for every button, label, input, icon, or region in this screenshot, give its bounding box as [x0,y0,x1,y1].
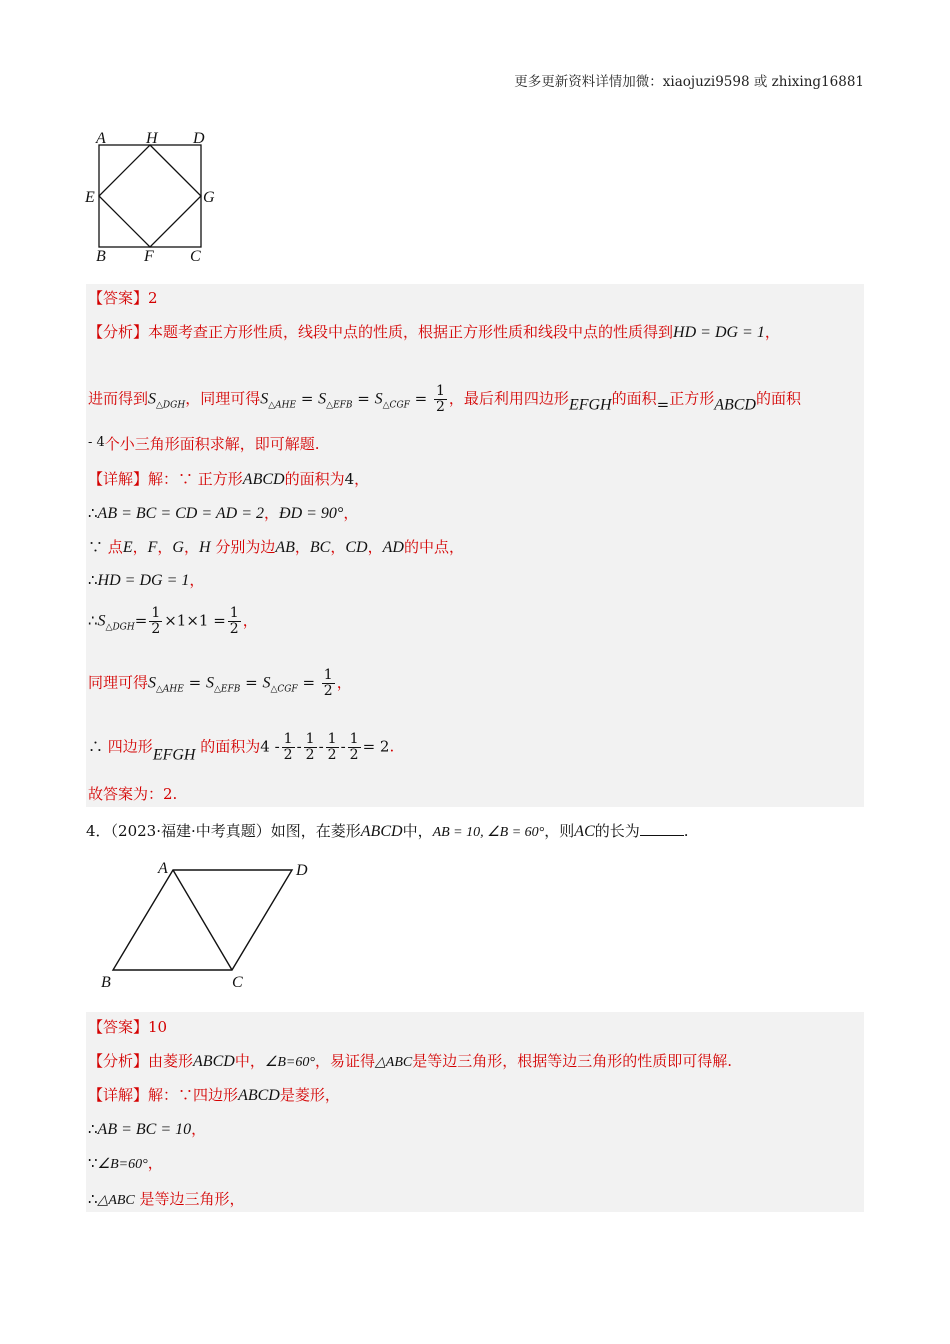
therefore: ∴ [88,1190,98,1208]
diagonal-ac [173,870,232,970]
detail-text: 的面积为 [284,470,345,488]
answer-tag: 【答案】 [88,289,149,307]
label-a: A [96,130,106,147]
fraction-half: $\frac{1}{2}$ [305,731,315,763]
detail-text: 同理可得 [88,673,149,692]
area-symbol: S [262,674,271,692]
analysis-tag: 【分析】 [88,1052,149,1070]
analysis-text: 的面积 [611,389,657,408]
analysis-line [88,1050,732,1074]
detail-text: 四边形 [107,737,153,756]
detail-line-2 [88,502,358,525]
analysis-text: 进而得到 [88,389,149,408]
area-symbol: S [318,390,327,408]
because: ∵ [88,1154,98,1172]
label-b: B [101,974,111,991]
detail-line-4 [88,569,204,592]
fraction-half: $\frac{1}{2}$ [151,605,161,637]
punct: ， [336,673,352,692]
fraction-half: $\frac{1}{2}$ [323,667,333,699]
subscript: △AHE [156,684,184,695]
question-text: 中， [402,822,433,840]
subscript: △CGF [270,684,298,695]
punct: ， [242,611,258,630]
fraction-half: $\frac{1}{2}$ [283,731,293,763]
subscript: △EFB [326,400,353,411]
detail-text: 的中点， [403,538,464,556]
area-symbol: S [260,390,269,408]
condition: AB = 10, ∠B = 60° [432,825,545,840]
punct: ， [191,1120,207,1138]
label-g: G [203,189,215,206]
segment-ac: AC [574,823,595,840]
square-efgh [99,145,201,247]
analysis-line-1 [88,321,780,344]
formula: AB = BC = 10 [97,1121,192,1138]
square-abcd-label: ABCD [242,471,285,488]
point: G [172,539,184,556]
rhombus-figure [95,855,325,995]
detail-line-7 [88,732,394,767]
formula-hd-dg: HD = DG = 1 [673,324,765,341]
punct: ， [354,470,370,488]
triangle-abc: △ABC [375,1055,413,1070]
equals: = [656,395,670,414]
rhombus-label: ABCD [238,1087,280,1104]
detail-text: 点 [107,538,123,556]
because: ∵ [88,538,104,556]
label-f: F [144,248,154,265]
question-text: 的长为 [594,822,640,840]
question-text: ，则 [544,822,575,840]
rhombus-label: ABCD [360,823,403,840]
side: CD [345,539,368,556]
answer-line [88,1016,167,1038]
detail-tag: 【详解】 [88,1086,149,1104]
triangle-abc: △ABC [97,1193,135,1208]
question-number: 4． [86,822,111,840]
question-source: （2023·福建·中考真题） [110,822,271,840]
therefore: ∴ [88,571,98,589]
area-symbol: S [148,674,157,692]
fraction-half: $\frac{1}{2}$ [436,383,445,415]
therefore: ∴ [88,504,98,522]
side: AB [275,539,295,556]
detail-text: 分别为边 [215,538,276,556]
analysis-text: ，最后利用四边形 [448,389,569,408]
punct: . [683,822,689,840]
formula: 4 - [260,737,280,756]
formula: ×1×1 = [164,611,226,630]
punct: ， [264,504,280,522]
analysis-tag: 【分析】 [88,323,149,341]
answer-line [88,287,158,309]
minus-four: - 4 [88,435,105,450]
detail-text: 是菱形， [279,1086,340,1104]
answer-value: 2 [148,289,158,307]
quad-efgh: EFGH [152,746,196,764]
fraction-half: $\frac{1}{2}$ [327,731,337,763]
punct: ， [764,323,780,341]
punct: ， [343,504,359,522]
label-b: B [96,248,106,265]
side: BC [309,539,331,556]
punct: . [389,737,395,756]
minus: - [318,737,324,756]
minus: - [296,737,302,756]
quad-efgh: EFGH [568,396,612,414]
label-a: A [158,860,168,877]
detail-line-3 [88,1152,163,1176]
detail-line-6: 同理可得$S_{\triangle AHE} = S_{\triangle EFB} = S_{\triangle CGF}$ = $\frac{1}{2}$ ， [88,667,352,699]
answer-value: 10 [148,1018,168,1036]
detail-text: 四边形 [193,1086,239,1104]
area-symbol: S [374,390,383,408]
therefore: ∴ [88,611,98,630]
subscript: △AHE [268,400,297,411]
analysis-text: 正方形 [669,389,715,408]
fraction-half: $\frac{1}{2}$ [229,605,239,637]
question-text: 如图，在菱形 [270,822,361,840]
formula: = 2 [362,737,390,756]
analysis-text: 是等边三角形，根据等边三角形的性质即可得解. [412,1052,732,1070]
angle-b: ∠B=60° [97,1157,148,1172]
square-abcd [99,145,201,247]
detail-text: 的面积为 [200,737,261,756]
analysis-text: 的面积 [755,389,801,408]
detail-line-8: 故答案为：2. [88,785,178,803]
square-abcd-label: ABCD [714,396,756,414]
side: AD [382,539,404,556]
answer-tag: 【答案】 [88,1018,149,1036]
subscript: △CGF [382,400,410,411]
analysis-line-3 [88,432,320,455]
label-e: E [85,189,95,206]
detail-tag: 【详解】 [88,470,149,488]
point: F [147,539,158,556]
formula: HD = DG = 1 [97,572,190,589]
detail-line-1 [88,468,369,491]
solution-4 [86,1012,864,1212]
label-c: C [190,248,201,265]
analysis-text: 中， [234,1052,265,1070]
formula: ÐD = 90° [279,505,344,522]
analysis-text: ，易证得 [314,1052,375,1070]
analysis-line-2: 进而得到$S_{\triangle DGH}$，同理可得$S_{\triangle AHE} = S_{\triangle EFB} = S_{\triangle CGF}$ = $\frac{1}{2}$ ，最后利用四边形EFGH的面积=正方形ABCD的面积 [88,383,801,415]
detail-line-4 [88,1188,245,1212]
label-h: H [146,130,158,147]
detail-text: 解：∵ 正方形 [148,470,243,488]
fraction-half: $\frac{1}{2}$ [349,731,359,763]
detail-line-2 [88,1118,206,1141]
solution-3 [86,284,864,807]
page-header: 更多更新资料详情加微：xiaojuzi9598 或 zhixing16881 [514,74,864,90]
point: E [122,539,133,556]
angle-b: ∠B=60° [264,1055,315,1070]
label-d: D [296,862,308,879]
value: 4 [344,470,355,488]
point: H [198,539,211,556]
because: ∵ [178,1086,194,1104]
label-d: D [193,130,205,147]
analysis-text: 本题考查正方形性质，线段中点的性质，根据正方形性质和线段中点的性质得到 [148,323,674,341]
label-c: C [232,974,243,991]
analysis-text: 由菱形 [148,1052,194,1070]
detail-line-5 [88,606,258,639]
punct: ， [189,571,205,589]
detail-text: 是等边三角形， [139,1190,245,1208]
detail-line-1 [88,1084,340,1107]
formula: AB = BC = CD = AD = 2 [97,505,264,522]
detail-text: 解： [148,1086,179,1104]
answer-blank[interactable] [640,821,684,836]
area-symbol: S [97,612,106,630]
rhombus-label: ABCD [193,1053,235,1070]
punct: ， [147,1154,163,1172]
question-4 [86,820,689,844]
subscript: △EFB [213,684,241,695]
area-symbol: S [205,674,214,692]
area-symbol: S [148,390,157,408]
equals: = [134,611,148,630]
minus: - [340,737,346,756]
therefore: ∴ [88,1120,98,1138]
subscript: △DGH [156,400,186,411]
subscript: △DGH [105,622,135,633]
analysis-text: ，同理可得 [185,389,261,408]
square-figure [80,125,230,270]
therefore: ∴ [88,737,104,756]
detail-line-3: ∵ 点E，F，G，H 分别为边AB，BC，CD，AD的中点， [88,538,464,556]
analysis-text: 个小三角形面积求解，即可解题. [104,435,320,453]
